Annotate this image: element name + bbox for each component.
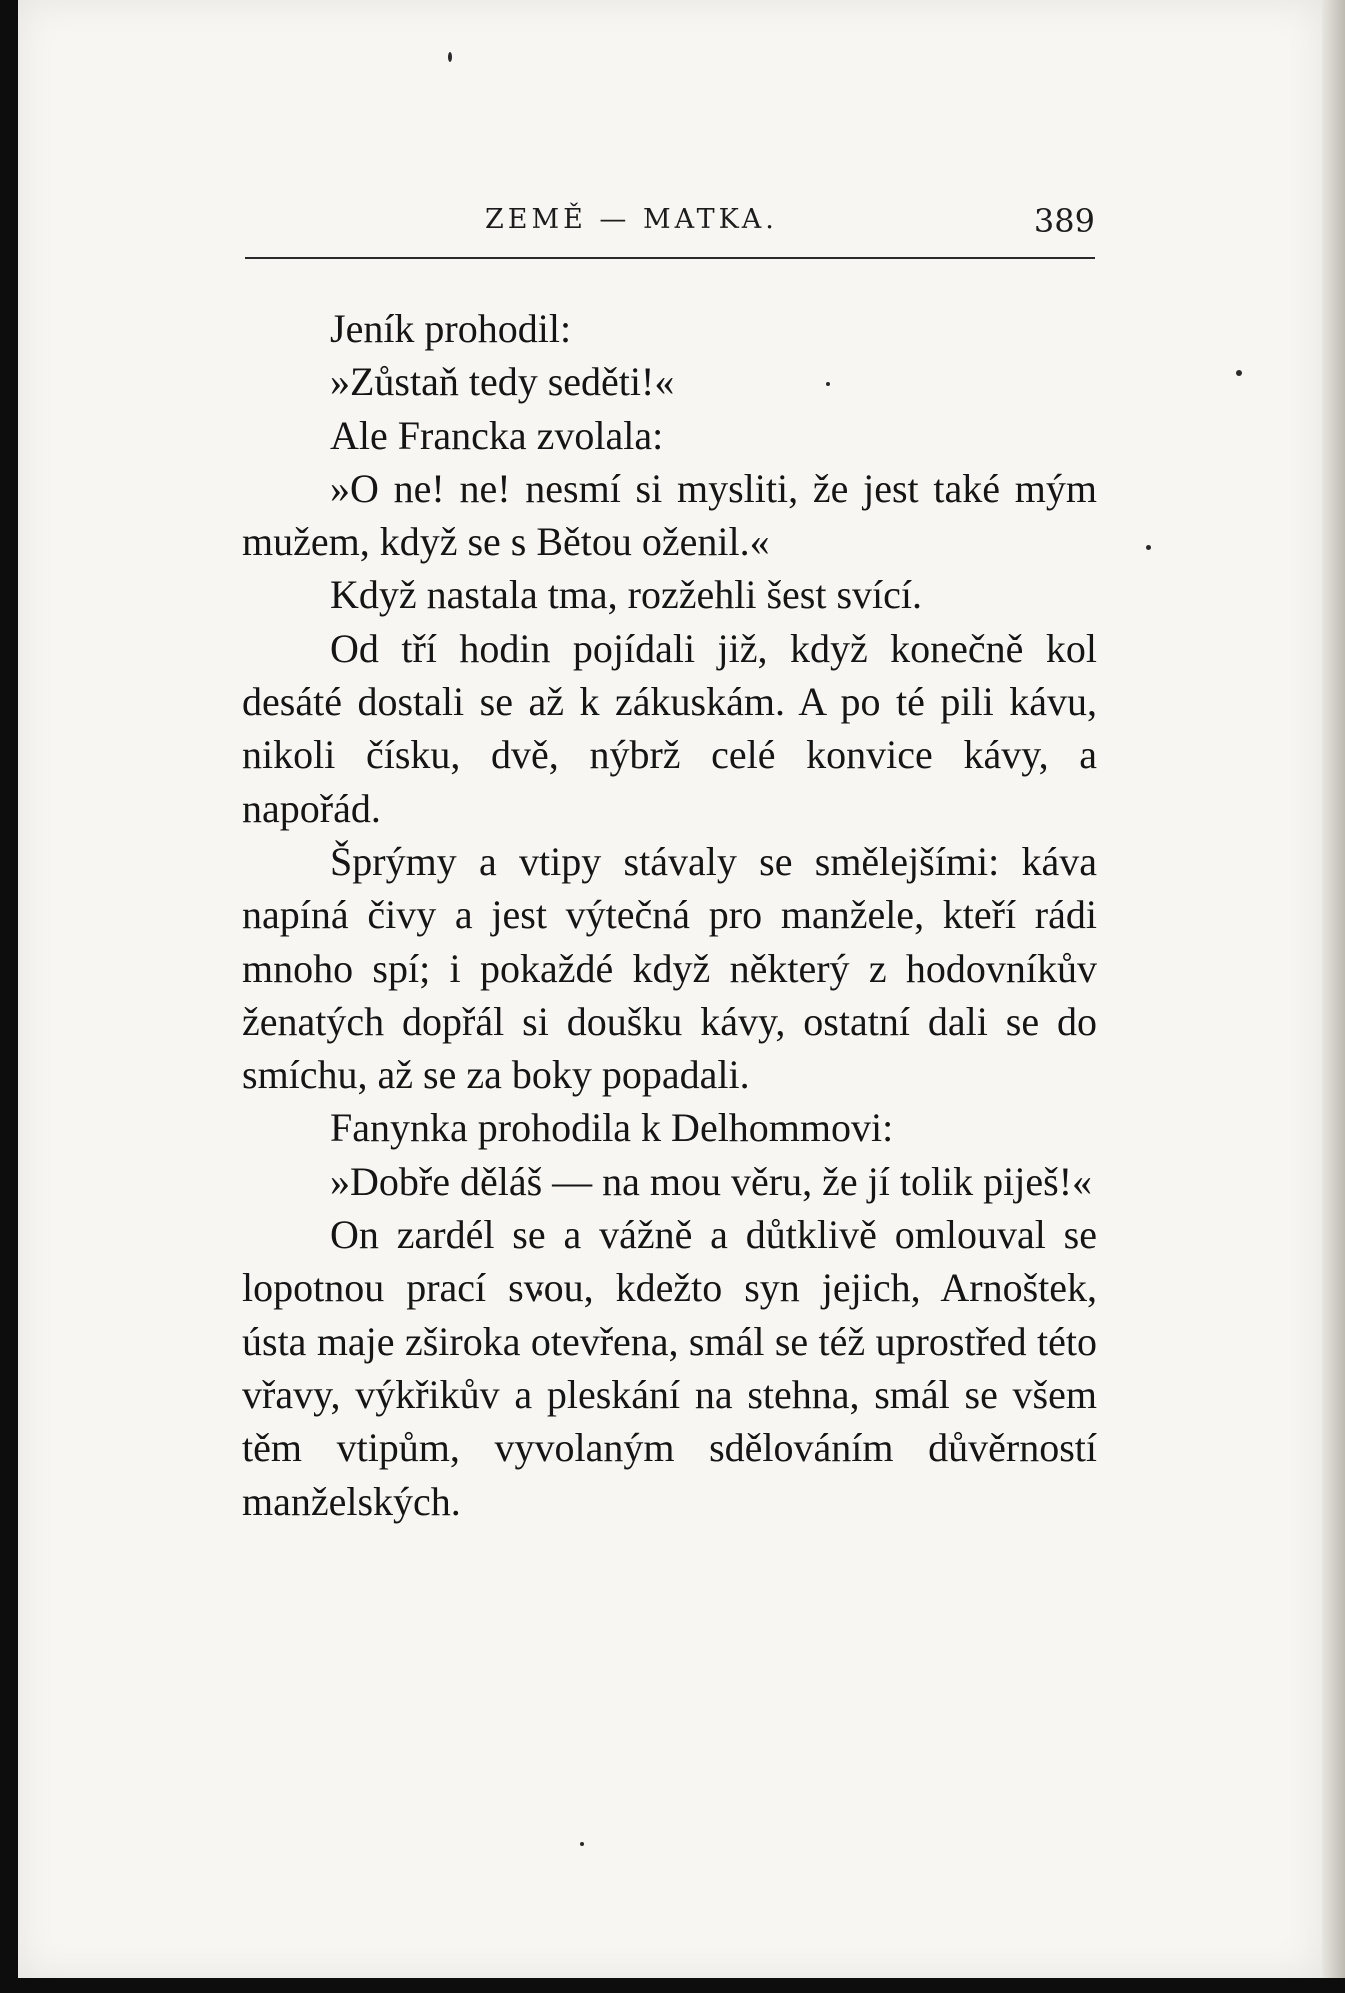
paragraph: Jeník prohodil:: [330, 306, 572, 351]
paragraph: »Dobře děláš — na mou věru, že jí tolik piješ!«: [330, 1158, 1093, 1204]
paragraph: Od tří hodin pojídali již, když konečně kol desáté dostali se až k zákuskám. A po té pili kávu, nikoli čísku, dvě, nýbrž celé konvice kávy, a napořád.: [242, 625, 1097, 831]
ink-speck: [580, 1842, 584, 1846]
ink-speck: [448, 52, 452, 62]
scan-bottom-edge: [0, 1978, 1345, 1993]
running-title: ZEMĚ — MATKA.: [485, 204, 778, 235]
paragraph: »Zůstaň tedy seděti!«: [330, 359, 675, 405]
header-rule: [245, 257, 1095, 259]
paragraph: Šprýmy a vtipy stávaly se smělejšími: káva napíná čivy a jest výtečná pro manžele, kteří rádi mnoho spí; i pokaždé když některý z hodovníkův ženatých dopřál si doušku kávy, ostatní dali se do smíchu, až se za boky popadali.: [242, 838, 1097, 1098]
paragraph: Fanynka prohodila k Delhommovi:: [330, 1105, 894, 1151]
paragraph: Když nastala tma, rozžehli šest svící.: [330, 572, 923, 618]
running-head: [245, 204, 1095, 244]
paragraph: »O ne! ne! nesmí si mysliti, že jest také mým mužem, když se s Bětou oženil.«: [242, 465, 1097, 565]
ink-speck: [1236, 370, 1242, 376]
ink-speck: [1146, 545, 1151, 550]
paragraph: Ale Francka zvolala:: [330, 412, 664, 458]
paragraph: On zardél se a vážně a důtklivě omlouval se lopotnou prací svou, kdežto syn jejich, Arnoštek, ústa maje zširoka otevřena, smál se též uprostřed této vřavy, výkřikův a pleskání na stehna, smál se všem těm vtipům, vyvolaným sdělováním důvěrností manželských.: [242, 1212, 1097, 1524]
scan-page-edge: [1322, 0, 1345, 1993]
body-text: [242, 302, 1097, 1528]
page-number: 389: [1033, 202, 1095, 240]
scan-binding-edge: [0, 0, 18, 1993]
